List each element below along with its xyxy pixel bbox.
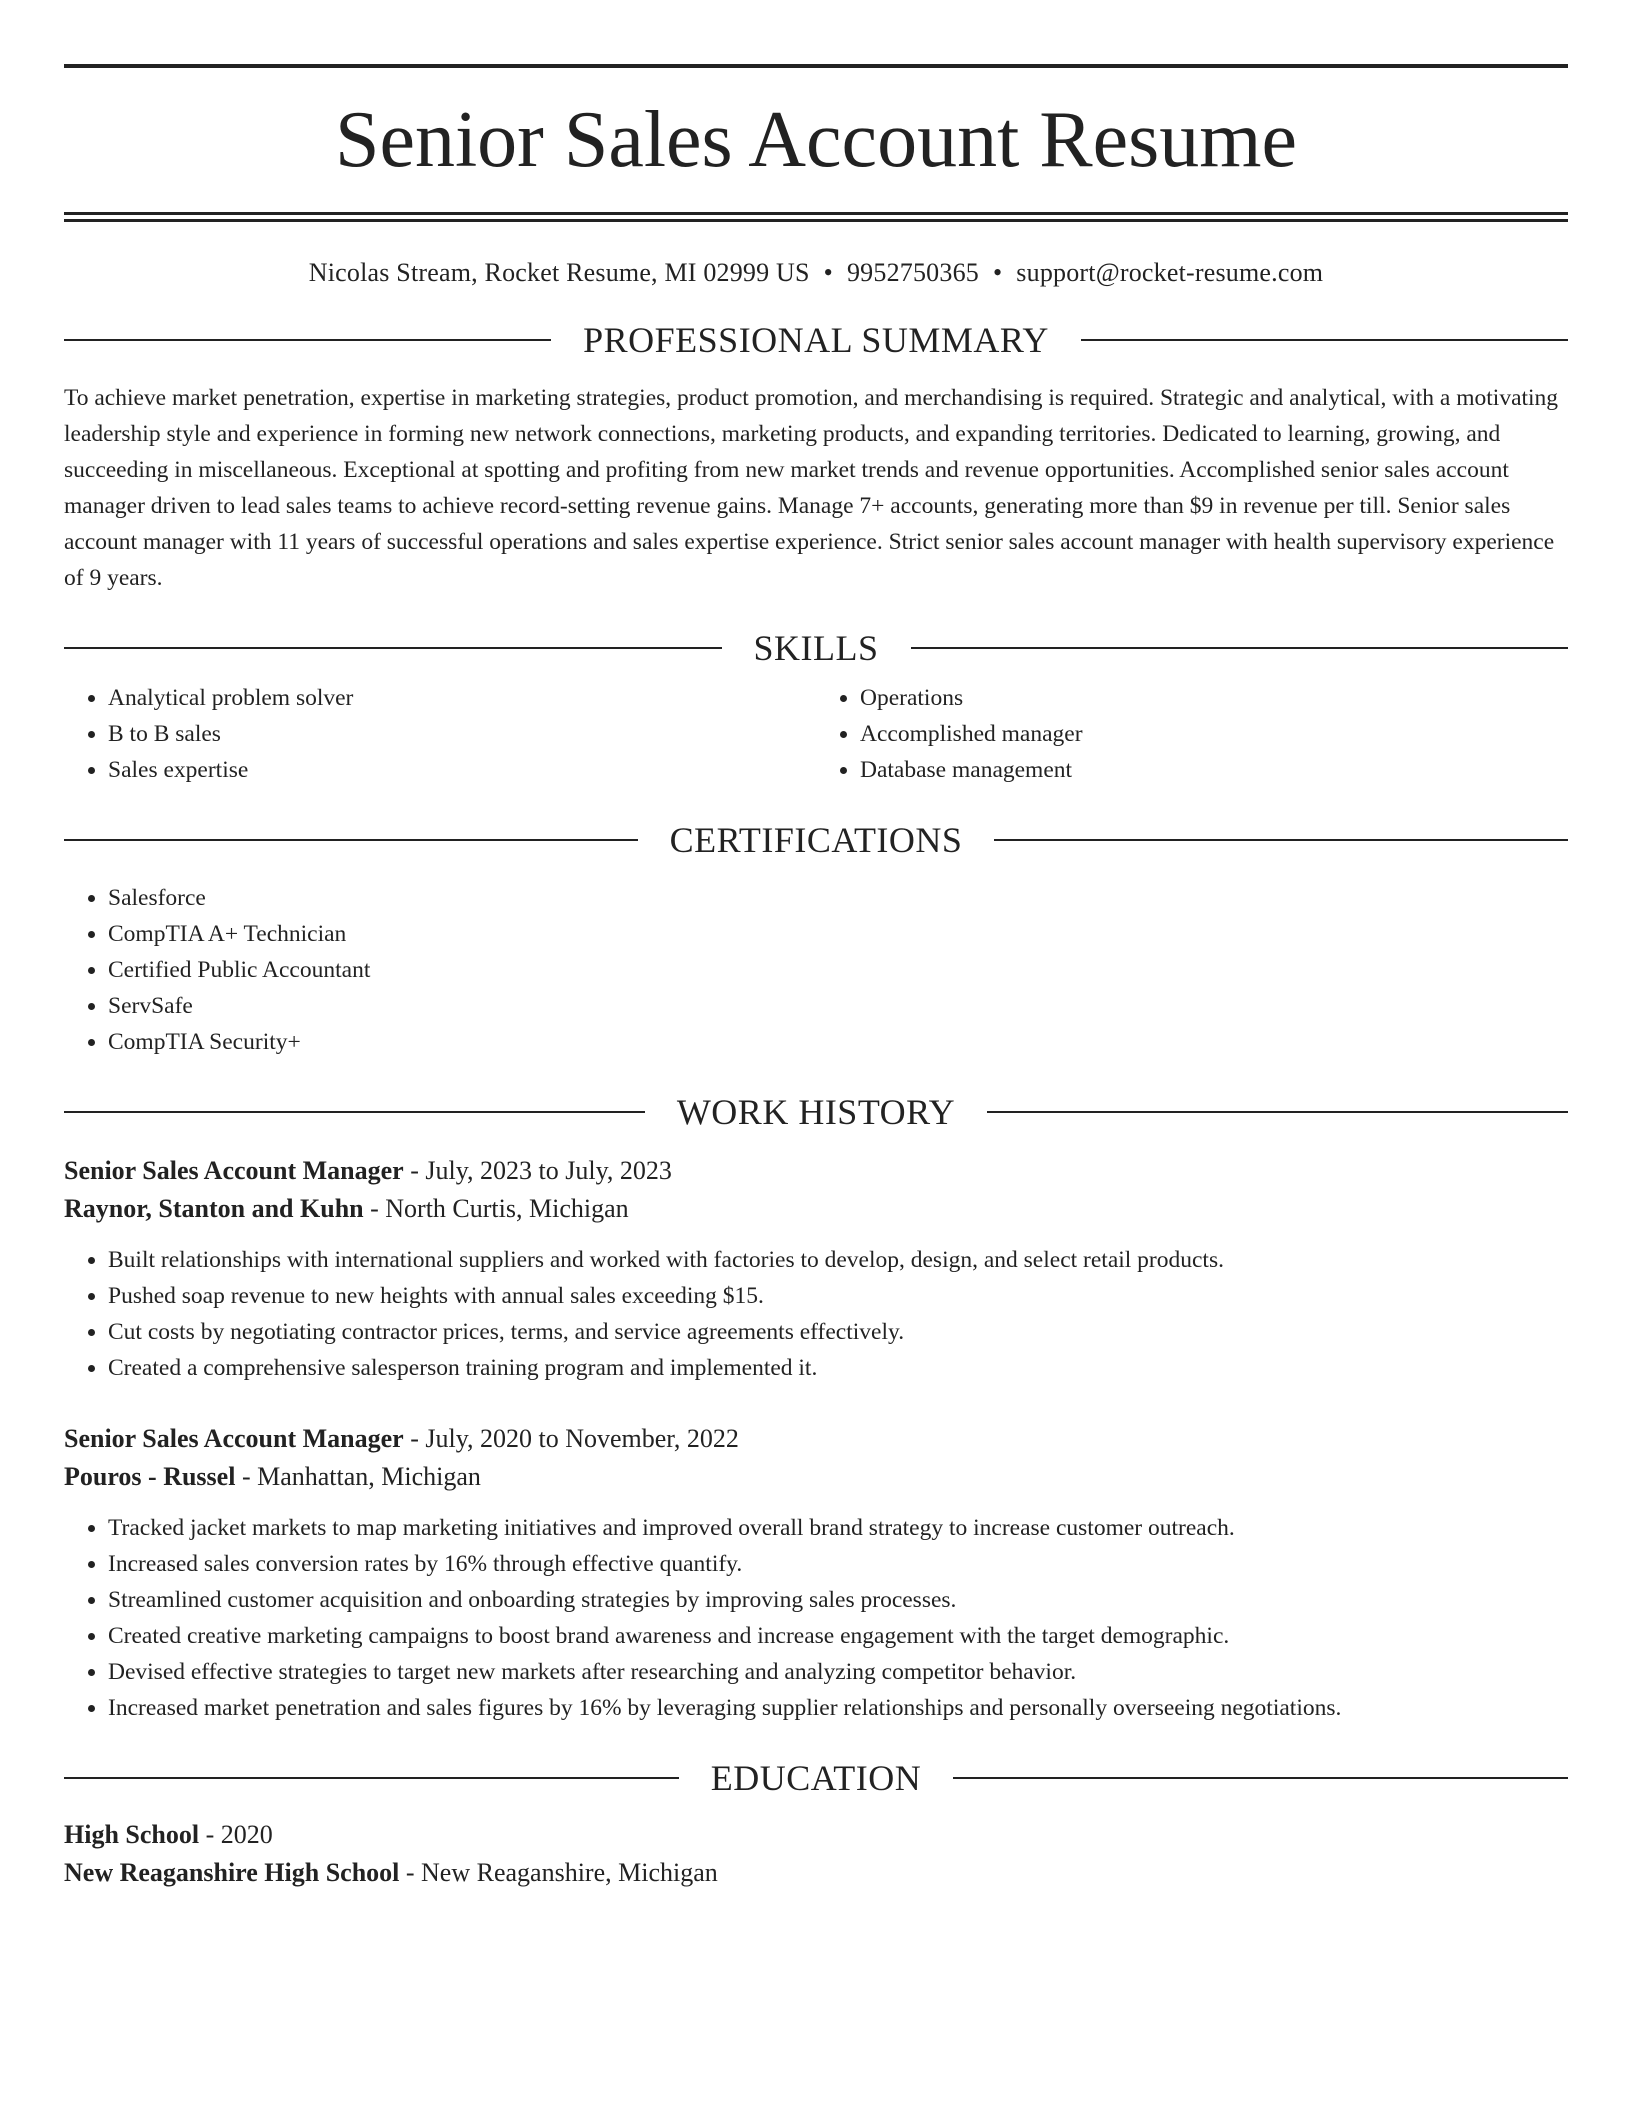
job-title: Senior Sales Account Manager: [64, 1424, 404, 1453]
job-bullets: [64, 1242, 1568, 1386]
certification-item: • Salesforce: [108, 880, 1568, 916]
skill-item: • B to B sales: [108, 716, 816, 752]
heading-rule-right: [911, 647, 1569, 649]
skills-heading: SKILLS: [753, 628, 879, 668]
certifications-list: [64, 880, 1568, 1060]
contact-email: support@rocket-resume.com: [1016, 258, 1324, 287]
education-section-heading: [64, 1760, 1568, 1796]
job-bullets: [64, 1510, 1568, 1726]
summary-section-heading: [64, 322, 1568, 358]
job-bullet: • Increased sales conversion rates by 16% through effective quantify.: [108, 1546, 1568, 1582]
heading-rule-left: [64, 839, 638, 841]
job-company-line: [64, 1458, 1568, 1496]
heading-rule-left: [64, 1777, 679, 1779]
heading-rule-left: [64, 1111, 645, 1113]
job-bullet: • Tracked jacket markets to map marketing initiatives and improved overall brand strategy to increase customer outreach.: [108, 1510, 1568, 1546]
skills-column-right: [816, 680, 1568, 788]
heading-rule-right: [994, 839, 1568, 841]
summary-heading: PROFESSIONAL SUMMARY: [583, 320, 1049, 360]
work-section-heading: [64, 1094, 1568, 1130]
job-location: - North Curtis, Michigan: [363, 1194, 629, 1223]
job-bullet: • Devised effective strategies to target new markets after researching and analyzing competitor behavior.: [108, 1654, 1568, 1690]
heading-rule-right: [1081, 339, 1568, 341]
job-bullet: • Built relationships with international suppliers and worked with factories to develop, design, and select retail products.: [108, 1242, 1568, 1278]
job-bullet: • Pushed soap revenue to new heights with annual sales exceeding $15.: [108, 1278, 1568, 1314]
job-entry: [64, 1152, 1568, 1386]
job-title-line: [64, 1152, 1568, 1190]
certifications-heading: CERTIFICATIONS: [669, 820, 963, 860]
job-company: Raynor, Stanton and Kuhn: [64, 1194, 364, 1223]
job-dates: - July, 2023 to July, 2023: [403, 1156, 672, 1185]
job-bullet: • Created creative marketing campaigns to boost brand awareness and increase engagement with the target demographic.: [108, 1618, 1568, 1654]
skill-item: • Accomplished manager: [860, 716, 1568, 752]
job-company-line: [64, 1190, 1568, 1228]
contact-address: Nicolas Stream, Rocket Resume, MI 02999 US: [308, 258, 810, 287]
job-bullet: • Cut costs by negotiating contractor prices, terms, and service agreements effectively.: [108, 1314, 1568, 1350]
job-title-line: [64, 1420, 1568, 1458]
education-year: - 2020: [199, 1820, 273, 1849]
heading-rule-left: [64, 339, 551, 341]
summary-text: To achieve market penetration, expertise in marketing strategies, product promotion, and merchandising is required. Strategic and analytical, with a motivating leadership style and experience in forming new network connections, marketing products, and expanding territories. Dedicated to learning, growing, and succeeding in miscellaneous. Exceptional at spotting and profiting from new market trends and revenue opportunities. Accomplished senior sales account manager driven to lead sales teams to achieve record-setting revenue gains. Manage 7+ accounts, generating more than $9 in revenue per till. Senior sales account manager with 11 years of successful operations and sales expertise experience. Strict senior sales account manager with health supervisory experience of 9 years.: [64, 385, 1559, 591]
job-entry: [64, 1420, 1568, 1726]
contact-separator: •: [992, 258, 1003, 287]
heading-rule-left: [64, 647, 722, 649]
certification-item: • Certified Public Accountant: [108, 952, 1568, 988]
job-dates: - July, 2020 to November, 2022: [403, 1424, 739, 1453]
skill-item: • Analytical problem solver: [108, 680, 816, 716]
skill-item: • Database management: [860, 752, 1568, 788]
contact-line: [64, 258, 1568, 288]
education-location: - New Reaganshire, Michigan: [399, 1858, 718, 1887]
job-location: - Manhattan, Michigan: [235, 1462, 481, 1491]
certifications-section-heading: [64, 822, 1568, 858]
education-school: New Reaganshire High School: [64, 1858, 400, 1887]
skills-list: [64, 680, 1568, 788]
skills-section-heading: [64, 630, 1568, 666]
job-title: Senior Sales Account Manager: [64, 1156, 404, 1185]
job-bullet: • Created a comprehensive salesperson training program and implemented it.: [108, 1350, 1568, 1386]
resume-title: Senior Sales Account Resume: [334, 96, 1298, 184]
certification-item: • ServSafe: [108, 988, 1568, 1024]
education-heading: EDUCATION: [710, 1758, 922, 1798]
education-school-line: [64, 1854, 1568, 1892]
contact-separator: •: [823, 258, 833, 287]
job-bullet: • Streamlined customer acquisition and onboarding strategies by improving sales processes.: [108, 1582, 1568, 1618]
title-double-rule: [64, 212, 1568, 222]
certification-item: • CompTIA Security+: [108, 1024, 1568, 1060]
skill-item: • Sales expertise: [108, 752, 816, 788]
certification-item: • CompTIA A+ Technician: [108, 916, 1568, 952]
skills-column-left: [64, 680, 816, 788]
education-degree: High School: [64, 1820, 200, 1849]
job-bullet: • Increased market penetration and sales figures by 16% by leveraging supplier relationships and personally overseeing negotiations.: [108, 1690, 1568, 1726]
education-entry: [64, 1816, 1568, 1892]
contact-phone: 9952750365: [846, 258, 979, 287]
heading-rule-right: [987, 1111, 1568, 1113]
education-degree-line: [64, 1816, 1568, 1854]
job-company: Pouros - Russel: [64, 1462, 236, 1491]
work-heading: WORK HISTORY: [676, 1092, 956, 1132]
heading-rule-right: [953, 1777, 1568, 1779]
skill-item: • Operations: [860, 680, 1568, 716]
